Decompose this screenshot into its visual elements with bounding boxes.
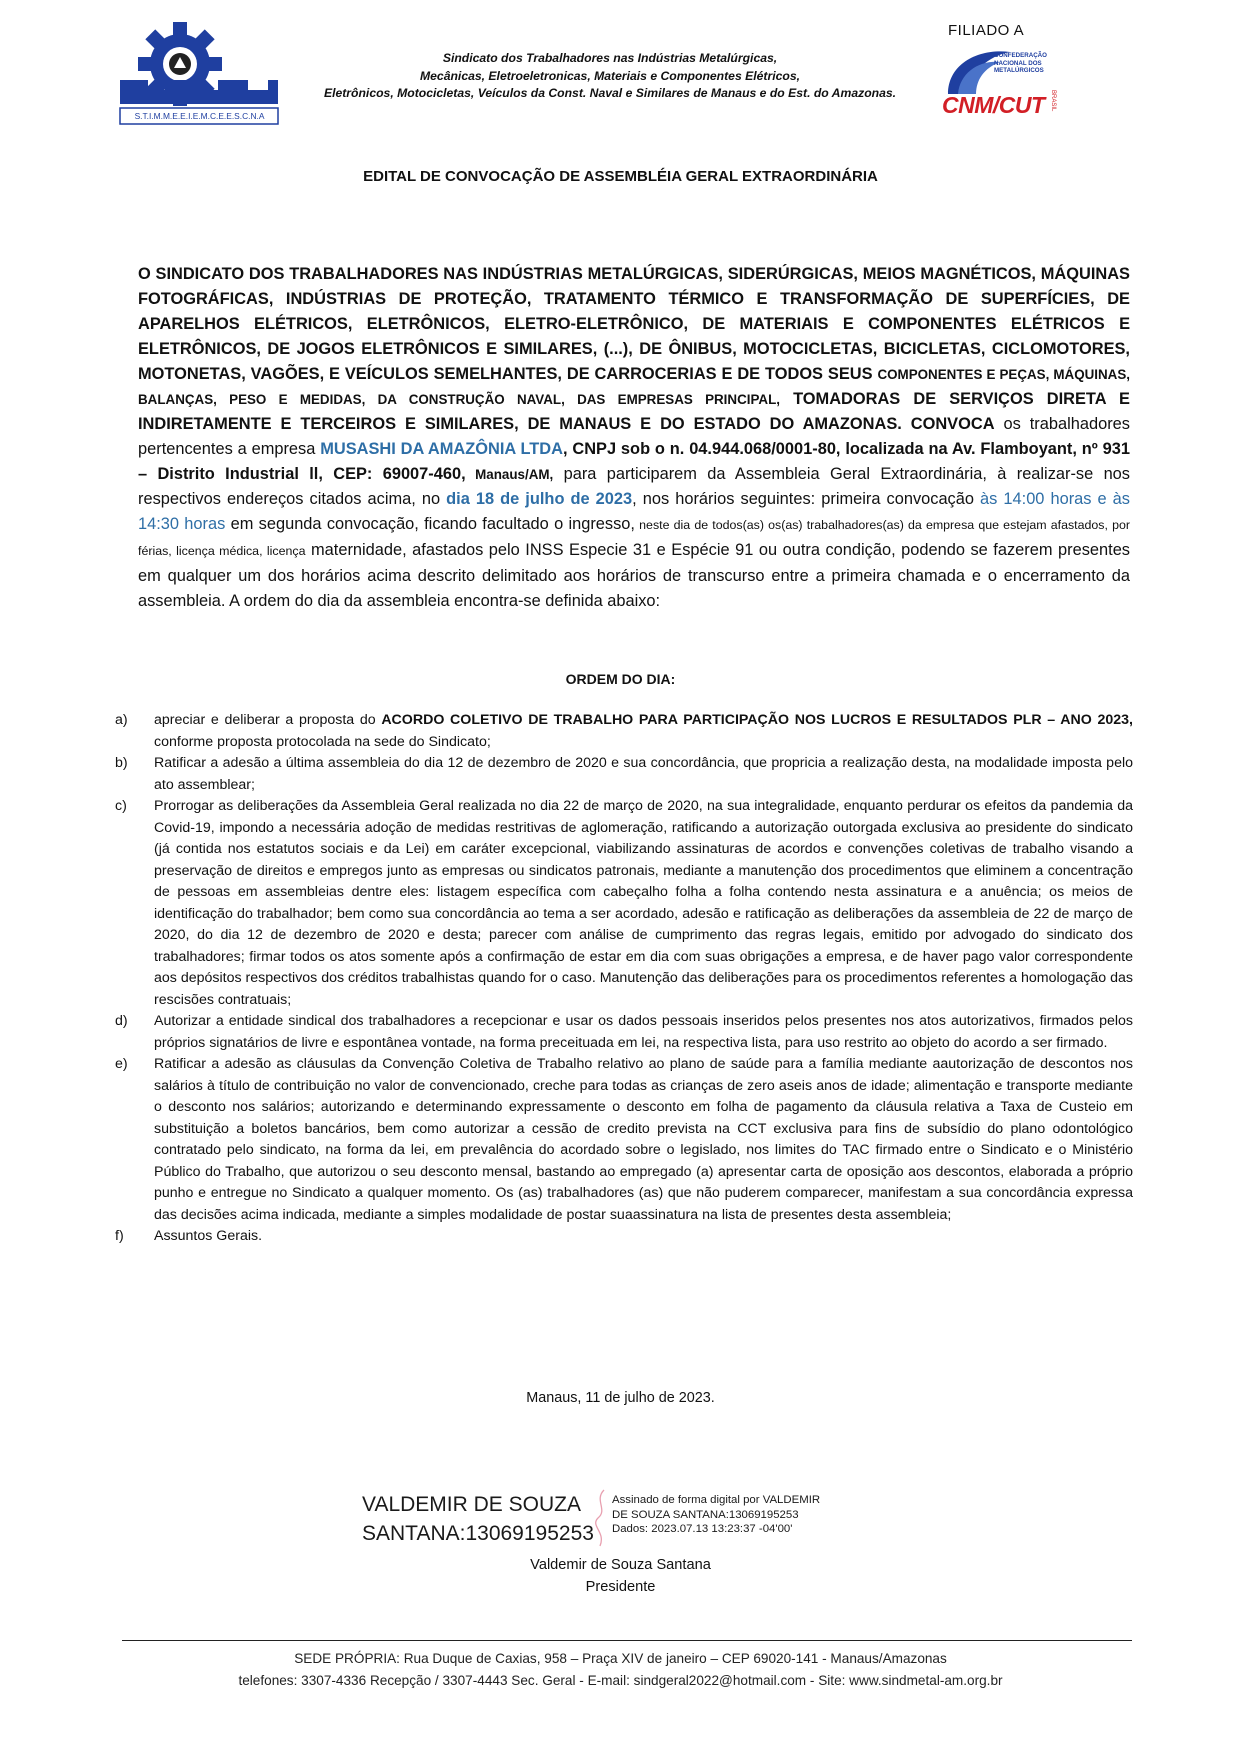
- agenda-item: [115, 753, 1133, 796]
- agenda-item: [115, 1011, 1133, 1054]
- convocation-paragraph: [138, 262, 1130, 614]
- agenda-list: [115, 710, 1133, 1248]
- assembly-date: dia 18 de julho de 2023: [446, 490, 633, 508]
- agenda-item-label: d): [115, 1013, 128, 1029]
- footer-address: SEDE PRÓPRIA: Rua Duque de Caxias, 958 – Praça XIV de janeiro – CEP 69020-141 - Manaus/Amazonas: [294, 1651, 947, 1666]
- agenda-item: [115, 1226, 1133, 1248]
- convocation-text-1: os trabalhadores pertencentes a empresa: [138, 415, 1130, 458]
- agenda-item: [115, 1054, 1133, 1226]
- signatory: [0, 1554, 1241, 1598]
- logo-acronym: S.T.I.M.M.E.E.I.E.M.C.E.E.S.C.N.A: [134, 111, 265, 121]
- cnm-side-label: BRASIL: [1050, 90, 1056, 112]
- company-name: MUSASHI DA AMAZÔNIA LTDA: [320, 440, 563, 458]
- signature-info-line-1: Assinado de forma digital por VALDEMIR: [612, 1494, 821, 1506]
- agenda-item: [115, 710, 1133, 753]
- agenda-item-label: b): [115, 755, 128, 771]
- signature-info-line-2: DE SOUZA SANTANA:13069195253: [612, 1508, 799, 1521]
- signature-name-line-2: SANTANA:13069195253: [362, 1522, 594, 1545]
- agenda-item-bold: ACORDO COLETIVO DE TRABALHO PARA PARTICIPAÇÃO NOS LUCROS E RESULTADOS PLR – ANO 2023,: [381, 712, 1133, 728]
- header-line-2: Mecânicas, Eletroeletronicas, Materiais e Componentes Elétricos,: [420, 68, 800, 83]
- signature-info-line-3: Dados: 2023.07.13 13:23:37 -04'00': [612, 1523, 793, 1535]
- signature-stroke-icon: [592, 1488, 610, 1548]
- affiliation-logo: [938, 20, 1068, 120]
- signatory-role: Presidente: [585, 1579, 656, 1595]
- signatory-name: Valdemir de Souza Santana: [530, 1557, 711, 1573]
- union-logo: [118, 22, 283, 132]
- footer-divider: [122, 1640, 1132, 1641]
- company-city: Manaus/AM,: [465, 467, 554, 482]
- agenda-item-label: c): [115, 798, 127, 814]
- convocation-text-4: em segunda convocação, ficando facultado o ingresso,: [225, 515, 635, 533]
- affiliation-caption: FILIADO A: [948, 22, 1025, 39]
- digital-signature-name: [362, 1490, 594, 1548]
- agenda-title: ORDEM DO DIA:: [565, 671, 676, 687]
- agenda-item-label: f): [115, 1228, 124, 1244]
- convocation-text-3: , nos horários seguintes: primeira convocação: [632, 490, 981, 508]
- union-name-part-2: COMPONENTES E PEÇAS, MÁQUINAS, BALANÇAS, PESO E MEDIDAS, DA CONSTRUÇÃO NAVAL, DAS EMPRESAS PRINCIPAL,: [138, 367, 1131, 407]
- cnm-cut-wordmark: CNM/CUT: [942, 92, 1045, 118]
- agenda-item: [115, 796, 1133, 1011]
- convocation-text-6: maternidade, afastados pelo INSS Especie 31 e Espécie 91 ou outra condição, podendo se fazerem presentes em qualquer um dos horários acima descrito delimitado aos horários de transcurso entre a primeira chamada e o encerramento da assembleia. A ordem do dia da assembleia encontra-se definida abaixo:: [138, 541, 1130, 610]
- agenda-item-tail: conforme proposta protocolada na sede do Sindicato;: [154, 733, 491, 750]
- header-line-3: Eletrônicos, Motocicletas, Veículos da Const. Naval e Similares de Manaus e do Est. do Amazonas.: [323, 86, 897, 100]
- union-name-part-1: O SINDICATO DOS TRABALHADORES NAS INDÚSTRIAS METALÚRGICAS, SIDERÚRGICAS, MEIOS MAGNÉTICOS, MÁQUINAS FOTOGRÁFICAS, INDÚSTRIAS DE PROTEÇÃO, TRATAMENTO TÉRMICO E TRANSFORMAÇÃO DE SUPERFÍCIES, DE APARELHOS ELÉTRICOS, ELETRÔNICOS, ELETRO-ELETRÔNICO, DE MATERIAIS E COMPONENTES ELÉTRICOS E ELETRÔNICOS, DE JOGOS ELETRÔNICOS E SIMILARES, (...), DE ÔNIBUS, MOTOCICLETAS, BICICLETAS, CICLOMOTORES, MOTONETAS, VAGÕES, E VEÍCULOS SEMELHANTES, DE CARROCERIAS E DE TODOS SEUS: [138, 265, 1130, 383]
- agenda-item-text: Autorizar a entidade sindical dos trabalhadores a recepcionar e usar os dados pessoais inseridos pelos presentes nos atos autorizativos, firmados pelos próprios signatários de livre e espontânea vontade, na forma preceituada em lei, na respectiva lista, para uso restrito ao objeto do acordo a ser firmado.: [154, 1013, 1133, 1051]
- digital-signature-info: [612, 1493, 820, 1537]
- union-name-part-3: TOMADORAS DE SERVIÇOS DIRETA E INDIRETAMENTE E TERCEIROS E SIMILARES, DE MANAUS E DO ESTADO DO AMAZONAS. CONVOCA: [138, 390, 1130, 433]
- agenda-item-text: Prorrogar as deliberações da Assembleia Geral realizada no dia 22 de março de 2020, na sua integralidade, enquanto perdurar os efeitos da pandemia da Covid-19, impondo a necessária adoção de medidas restritivas de aglomeração, ratificando a autorização outorgada exclusiva ao presidente do sindicato (já contida nos estatutos sociais e da Lei) em caráter excepcional, viabilizando assinaturas de acordos e convenções coletivas de trabalho visando a preservação de direitos e empregos junto as empresas ou sindicatos patronais, mediante a manutenção dos procedimentos que eliminem a concentração de pessoas em assembleias dentre eles: listagem específica com cabeçalho folha a folha contendo nesta assinatura e a anuência; os meios de identificação do trabalhador; bem como sua concordância ao tema a ser acordado, adesão e ratificação as deliberações da assembleia de 22 de março de 2020, do dia 12 de dezembro de 2020 e desta; parecer com análise de cumprimento das regras legais, emitido por advogado do sindicato dos trabalhadores; firmar todos os atos somente após a confirmação de estar em dia com suas obrigações a empresa, e de haver pago valor correspondente aos depósitos respectivos dos créditos trabalhistas quando for o caso. Manutenção das deliberações para os procedimentos referentes a homologação das rescisões contratuais;: [154, 798, 1133, 1008]
- convocation-text-2: para participarem da Assembleia Geral Extraordinária, à realizar-se nos respectivos endereços citados acima, no: [138, 465, 1130, 508]
- date-location: Manaus, 11 de julho de 2023.: [526, 1390, 715, 1406]
- agenda-item-text: Assuntos Gerais.: [154, 1228, 263, 1244]
- footer: [0, 1648, 1241, 1692]
- document-title: EDITAL DE CONVOCAÇÃO DE ASSEMBLÉIA GERAL EXTRAORDINÁRIA: [363, 168, 878, 185]
- agenda-item-text: Ratificar a adesão as cláusulas da Convenção Coletiva de Trabalho relativo ao plano de saúde para a família mediante aautorização de descontos nos salários à título de contribuição no valor de convencionado, creche para todas as crianças de zero aseis anos de idade; alimentação e transporte mediante o desconto nos salários; autorizando e determinando expressamente o desconto em folha de pagamento da cláusula relativa a Taxa de Custeio em substituição a boletos bancários, bem como autorizar a cessão de credito prevista na CCT exclusiva para fins de subsídio do plano odontológico contratado pelo sindicato, na forma da lei, em prevalência do acordado sobre o legislado, nos limites do TAC firmado entre o Sindicato e o Ministério Público do Trabalho, que autorizou o seu desconto mensal, bastando ao empregado (a) apresentar carta de oposição aos descontos, elaborada a próprio punho e entregue no Sindicato a qualquer momento. Os (as) trabalhadores (as) que não puderem comparecer, manifestam a sua concordância expressa das decisões acima indicada, mediante a simples modalidade de postar suaassinatura na lista de presentes desta assembleia;: [154, 1056, 1133, 1223]
- assembly-times: às 14:00 horas e às 14:30 horas: [138, 490, 1130, 533]
- agenda-item-text: Ratificar a adesão a última assembleia do dia 12 de dezembro de 2020 e sua concordância, que propricia a realização desta, na modalidade imposta pelo ato assemblear;: [154, 755, 1133, 793]
- header-union-name: [290, 50, 930, 103]
- convocation-text-5: neste dia de todos(as) os(as) trabalhadores(as) da empresa que estejam afastados, por férias, licença médica, licença: [138, 518, 1130, 558]
- company-address: , CNPJ sob o n. 04.944.068/0001-80, localizada na Av. Flamboyant, nº 931 – Distrito Industrial ll, CEP: 69007-460,: [138, 440, 1130, 483]
- header-line-1: Sindicato dos Trabalhadores nas Indústrias Metalúrgicas,: [442, 51, 778, 65]
- signature-name-line-1: VALDEMIR DE SOUZA: [362, 1493, 581, 1516]
- agenda-item-label: e): [115, 1056, 128, 1072]
- agenda-item-label: a): [115, 712, 128, 728]
- footer-contacts: telefones: 3307-4336 Recepção / 3307-4443 Sec. Geral - E-mail: sindgeral2022@hotmail.com - Site: www.sindmetal-am.org.br: [238, 1673, 1003, 1688]
- cnm-full-name: CONFEDERAÇÃO NACIONAL DOS METALÚRGICOS: [994, 52, 1047, 74]
- agenda-item-text: apreciar e deliberar a proposta do: [154, 712, 382, 728]
